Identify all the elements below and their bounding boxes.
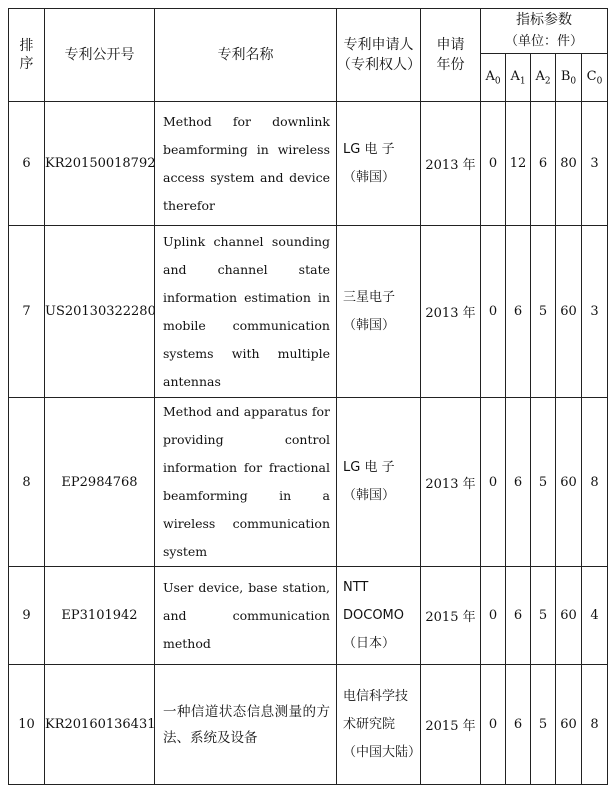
header-year-line1: 申请 [436,37,465,53]
c0-cell: 8 [582,665,608,785]
table-row [9,398,608,567]
a1-cell: 12 [506,102,531,226]
b0-cell: 60 [556,567,582,665]
patent-ranking-table [8,8,608,785]
a2-cell: 5 [531,398,556,567]
b0-cell: 60 [556,226,582,398]
a2-cell: 5 [531,665,556,785]
name-cell: Method and apparatus for providing control information for fractional beamforming in a wireless communication system [155,398,337,567]
rank-cell: 7 [9,226,45,398]
c0-cell: 8 [582,398,608,567]
pub-no-cell: KR20150018792 [45,102,155,226]
b0-cell: 60 [556,398,582,567]
header-a2: $A_2$ [531,54,556,102]
year-cell: 2015 年 [421,665,481,785]
name-cell: 一种信道状态信息测量的方法、系统及设备 [155,665,337,785]
b0-cell: 60 [556,665,582,785]
applicant-cell: LG 电 子（韩国） [337,398,421,567]
a0-cell: 0 [481,567,506,665]
table-row [9,102,608,226]
header-name: 专利名称 [155,9,337,102]
header-b0: $B_0$ [556,54,582,102]
year-cell: 2015 年 [421,567,481,665]
a0-cell: 0 [481,226,506,398]
pub-no-cell: EP3101942 [45,567,155,665]
header-row-top [9,9,608,54]
a1-cell: 6 [506,665,531,785]
header-applicant [337,9,421,102]
header-applicant-line1: 专利申请人 [343,37,414,53]
a2-cell: 5 [531,226,556,398]
pub-no-cell: KR20160136431 [45,665,155,785]
b0-cell: 80 [556,102,582,226]
table-row [9,567,608,665]
name-cell: Method for downlink beamforming in wireless access system and device therefor [155,102,337,226]
c0-cell: 3 [582,102,608,226]
c0-cell: 4 [582,567,608,665]
table-row [9,226,608,398]
a1-cell: 6 [506,567,531,665]
applicant-cell: 电信科学技术研究院（中国大陆） [337,665,421,785]
year-cell: 2013 年 [421,102,481,226]
header-indicators-title: 指标参数 [516,12,573,28]
header-pub-no: 专利公开号 [45,9,155,102]
a2-cell: 5 [531,567,556,665]
rank-cell: 6 [9,102,45,226]
pub-no-cell: US20130322280 [45,226,155,398]
header-applicant-line2: （专利权人） [337,57,421,73]
a1-cell: 6 [506,398,531,567]
pub-no-cell: EP2984768 [45,398,155,567]
a0-cell: 0 [481,665,506,785]
header-year [421,9,481,102]
applicant-cell: 三星电子（韩国） [337,226,421,398]
a2-cell: 6 [531,102,556,226]
header-c0: $C_0$ [582,54,608,102]
rank-cell: 10 [9,665,45,785]
header-a0: $A_0$ [481,54,506,102]
c0-cell: 3 [582,226,608,398]
rank-cell: 9 [9,567,45,665]
a1-cell: 6 [506,226,531,398]
header-rank: 排序 [9,9,45,102]
year-cell: 2013 年 [421,226,481,398]
header-indicators [481,9,608,54]
header-indicators-unit: （单位：件） [505,34,584,49]
rank-cell: 8 [9,398,45,567]
a0-cell: 0 [481,398,506,567]
name-cell: User device, base station, and communication method [155,567,337,665]
a0-cell: 0 [481,102,506,226]
header-a1: $A_1$ [506,54,531,102]
year-cell: 2013 年 [421,398,481,567]
header-year-line2: 年份 [436,57,465,73]
table-row [9,665,608,785]
applicant-cell: NTT DOCOMO（日本） [337,567,421,665]
name-cell: Uplink channel sounding and channel state information estimation in mobile communication systems with multiple antennas [155,226,337,398]
applicant-cell: LG 电 子（韩国） [337,102,421,226]
